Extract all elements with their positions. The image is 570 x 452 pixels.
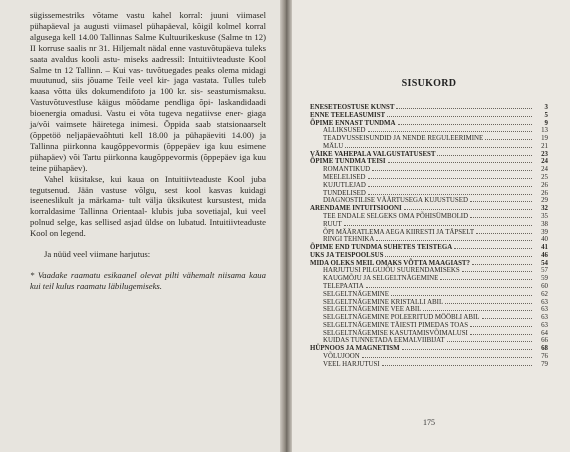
toc-entry-label: MIDA OLEKS MEIL OMAKS VÕTTA MAAGIAST? (310, 259, 470, 267)
toc-dot-leader (387, 115, 532, 117)
text-line: Tartu piirkonna kaugõppevormis (õppepäev iga kuu teine pühapäev). (30, 151, 267, 173)
toc-entry-label: ÕPI MÄÄRATLEMA AEGA KIIRESTI JA TÄPSELT (323, 228, 475, 236)
toc-entry-page: 63 (541, 314, 548, 322)
toc-entry-page: 5 (544, 111, 548, 119)
toc-dot-leader (462, 270, 532, 272)
toc-entry (310, 322, 548, 330)
toc-entry (310, 345, 548, 353)
toc-entry (310, 299, 548, 307)
text-line: tult välja üksikutest kursustest, mida korraldasime Tallinna Orientaal- (30, 195, 267, 217)
toc-entry (310, 120, 548, 128)
toc-entry (310, 306, 548, 314)
toc-entry-label: SELGELTNÄGEMINE VEE ABIL (323, 306, 422, 314)
toc-entry-page: 79 (541, 360, 548, 368)
toc-entry-page: 24 (541, 166, 548, 174)
text-line: piirkonna kaugõppevormis (õppepäev iga kuu esimene pühapäev) või (30, 140, 266, 162)
toc-entry-label: ARENDAME INTUITSIOONI (310, 205, 402, 213)
toc-entry-page: 66 (541, 337, 548, 345)
toc-entry-label: ALLIKSUSED (323, 127, 366, 135)
toc-entry (310, 174, 548, 182)
toc-dot-leader (470, 200, 532, 202)
toc-entry (310, 353, 548, 361)
book-gutter (280, 0, 292, 452)
text-line: Jään vastuse võlgu, sest kool kasvas kuidagi iseeneslikult ja märkama- (30, 184, 267, 206)
toc-entry-label: ÕPIME END TUNDMA SUHETES TEISTEGA (310, 244, 453, 252)
toc-entry (310, 190, 548, 198)
text-line: miseks aadressil: Intuitiivteaduste Kool Salme tn 12 Tallinn. – Kui vas- (30, 53, 266, 75)
toc-entry-label: RINGI TEHNIKA (323, 236, 375, 244)
toc-entry-label: VÕLUJOON (323, 353, 360, 360)
table-of-contents (310, 104, 548, 369)
toc-dot-leader (372, 169, 532, 171)
toc-dot-leader (470, 325, 532, 327)
toc-dot-leader (445, 302, 532, 304)
left-page-text (30, 10, 266, 292)
toc-dot-leader (440, 278, 532, 280)
toc-dot-leader (382, 364, 532, 366)
toc-entry-label: DIAGNOSTILISE VÄÄRTUSEGA KUJUSTUSED (323, 197, 468, 205)
text-line: lubatud. Intuitiivteaduste Kool on legend. (30, 217, 267, 239)
left-page (0, 0, 284, 452)
toc-entry-page: 35 (541, 212, 548, 220)
toc-entry-page: 68 (541, 345, 548, 353)
toc-entry-page: 38 (541, 220, 548, 228)
toc-entry-label: SELGELTNÄGEMINE POLEERITUD MÖÖBLI ABIL (323, 314, 480, 322)
toc-entry-page: 60 (541, 282, 548, 290)
toc-entry (310, 213, 548, 221)
toc-entry (310, 244, 548, 252)
toc-entry (310, 158, 548, 166)
toc-entry-label: SELGELTNÄGEMISE KASUTAMISVÕIMALUSI (323, 329, 468, 337)
toc-entry (310, 104, 548, 112)
page-number: 175 (423, 418, 435, 427)
toc-dot-leader (368, 177, 533, 179)
toc-entry (310, 252, 548, 260)
toc-entry-label: SELGELTNÄGEMINE (323, 290, 389, 298)
toc-entry-label: ROMANTIKUD (323, 166, 371, 174)
text-line: augusti viimasel pühapäeval, kõigil kolmel korral algusega kell 14.00 (30, 20, 266, 42)
toc-dot-leader (404, 208, 532, 210)
toc-entry-label: TUNDELISED (323, 189, 366, 197)
toc-dot-leader (388, 161, 532, 163)
toc-dot-leader (472, 263, 532, 265)
text-line: sügissemestriks võtame vastu kahel korral: juuni viimasel pühapäeval ja (30, 10, 266, 31)
toc-dot-leader (454, 247, 532, 249)
text-line: Tallinnas Salme Kultuurikeskuse (Salme tn 12) II korruse saalis nr 31. (30, 31, 267, 53)
toc-entry-label: ÕPIME TUNDMA TEISI (310, 158, 386, 166)
toc-entry-label: HÜPNOOS JA MAGNETISM (310, 345, 400, 353)
toc-entry-page: 29 (541, 197, 548, 205)
text-line: laskandidaadi bioenergia omadusi. Vastu ei võta tugeva negatiivse ener- (30, 97, 267, 119)
toc-entry (310, 197, 548, 205)
toc-entry (310, 275, 548, 283)
toc-entry-page: 64 (541, 329, 548, 337)
toc-entry (310, 166, 548, 174)
toc-dot-leader (470, 333, 532, 335)
toc-entry-page: 26 (541, 181, 548, 189)
toc-entry-page: 9 (544, 119, 548, 127)
toc-dot-leader (391, 294, 532, 296)
toc-entry-label: SELGELTNÄGEMINE TÄIESTI PIMEDAS TOAS (323, 321, 469, 329)
toc-entry-label: KUJUTLEJAD (323, 181, 366, 189)
toc-dot-leader (362, 356, 532, 358)
toc-dot-leader (368, 193, 532, 195)
toc-dot-leader (476, 232, 532, 234)
toc-entry-label: TEADVUSSEISUNDID JA NENDE REGULEERIMINE (323, 135, 484, 143)
toc-entry-label: KAUGMÕJU JA SELGELTNÄGEMINE (323, 275, 439, 283)
toc-dot-leader (396, 107, 532, 109)
toc-entry (310, 205, 548, 213)
toc-entry-label: ENESETEOSTUSE KUNST (310, 104, 395, 111)
toc-entry-label: RUUT (323, 220, 342, 228)
toc-entry-page: 3 (544, 104, 548, 111)
toc-entry-page: 32 (541, 205, 548, 213)
toc-entry (310, 143, 548, 151)
toc-dot-leader (366, 286, 532, 288)
toc-entry-label: HARJUTUSI PILGUJÕU SUURENDAMISEKS (323, 267, 460, 275)
toc-dot-leader (345, 146, 532, 148)
text-line: giaga ja/või vaimsete häiretega inimesi. Õppida saab statsionaarselt (30, 108, 266, 130)
toc-dot-leader (447, 340, 532, 342)
toc-entry (310, 283, 548, 291)
toc-entry-page: 62 (541, 290, 548, 298)
toc-entry (310, 182, 548, 190)
toc-entry-page: 24 (541, 158, 548, 166)
text-line: seastumismaksu. Vastuvõtuvestluse käigus mõõdame pendliga õpi- (30, 86, 266, 108)
text-line: tuvõtuegades peaks olema midagi muutunud, siis jõuame Teile veel kir- (30, 64, 266, 86)
toc-entry (310, 291, 548, 299)
toc-entry (310, 314, 548, 322)
toc-entry (310, 135, 548, 143)
toc-entry (310, 127, 548, 135)
toc-dot-leader (437, 154, 532, 156)
text-line: jaga vastata. Tulles tuleb kaasa võtta üks dokumendifoto ja 100 kr. sis- (30, 75, 266, 97)
toc-entry-label: VEEL HARJUTUSI (323, 360, 380, 368)
toc-title: SISUKORD (401, 78, 457, 89)
toc-entry-page: 63 (541, 298, 548, 306)
toc-entry (310, 236, 548, 244)
toc-entry-label: UKS JA TEISPOOLSUS (310, 251, 384, 259)
toc-entry-page: 21 (541, 142, 548, 150)
toc-entry-label: MÄLU (323, 142, 344, 150)
toc-entry-page: 39 (541, 228, 548, 236)
toc-entry-page: 41 (541, 244, 548, 252)
toc-dot-leader (368, 130, 533, 132)
toc-entry-page: 25 (541, 174, 548, 182)
toc-entry (310, 361, 548, 369)
paragraph-last-exercise: Ja nüüd veel viimane harjutus: (44, 249, 151, 260)
toc-dot-leader (368, 185, 532, 187)
toc-entry (310, 229, 548, 237)
toc-entry (310, 221, 548, 229)
text-line: (õppetöö neljapäevaõhtuti kell 18.00 ja pühapäeviti 14.00) ja Tallinna (30, 129, 266, 151)
text-line: Vahel küsitakse, kui kaua on Intuitiivteaduste Kool juba tegutsenud. (30, 173, 266, 195)
toc-entry-label: ENNE TEELEASUMIST (310, 111, 386, 119)
toc-entry-page: 54 (541, 259, 548, 267)
toc-dot-leader (482, 317, 533, 319)
toc-entry-page: 57 (541, 267, 548, 275)
toc-entry-label: ÕPIME ENNAST TUNDMA (310, 119, 396, 127)
toc-entry-label: SELGELTNÄGEMINE KRISTALLI ABIL (323, 298, 444, 306)
toc-dot-leader (398, 123, 532, 125)
toc-entry-label: MEELELISED (323, 174, 366, 182)
toc-dot-leader (485, 138, 532, 140)
toc-dot-leader (376, 239, 532, 241)
toc-entry-label: KUIDAS TUNNETADA EEMALVIIBIJAT (323, 337, 445, 345)
toc-entry-page: 13 (541, 127, 548, 135)
toc-entry-page: 63 (541, 306, 548, 314)
toc-entry-label: VÄIKE VAHEPALA VALGUSTATUSEST (310, 150, 436, 158)
toc-entry-page: 19 (541, 135, 548, 143)
toc-entry-label: TEE ENDALE SELGEKS OMA PÕHISÜMBOLID (323, 212, 469, 220)
text-line: klubis juba sovetiajal, kui veel polnud selge, kas sellised asjad üldse on (30, 206, 267, 228)
toc-dot-leader (470, 216, 532, 218)
toc-entry-label: TELEPAATIA (323, 282, 364, 290)
toc-entry-page: 63 (541, 321, 548, 329)
paragraph-admission (30, 10, 266, 174)
toc-dot-leader (402, 348, 532, 350)
toc-dot-leader (423, 309, 532, 311)
toc-dot-leader (385, 255, 532, 257)
toc-entry (310, 337, 548, 345)
toc-entry (310, 112, 548, 120)
toc-entry-page: 23 (541, 150, 548, 158)
text-line: Hiljemalt nädal enne vastuvõtupäeva tuleks saata avaldus kooli astu- (30, 42, 266, 64)
toc-entry-page: 40 (541, 236, 548, 244)
paragraph-history (30, 174, 266, 239)
right-page (288, 0, 570, 452)
toc-entry-page: 59 (541, 275, 548, 283)
toc-entry-page: 26 (541, 189, 548, 197)
toc-entry (310, 330, 548, 338)
toc-entry-page: 76 (541, 353, 548, 360)
toc-entry-page: 46 (541, 251, 548, 259)
toc-dot-leader (344, 224, 532, 226)
footnote: * Vaadake raamatu esikaanel olevat pilti vähemalt niisama kaua kui teil kulus raamatu läbilugemiseks. (30, 269, 266, 291)
